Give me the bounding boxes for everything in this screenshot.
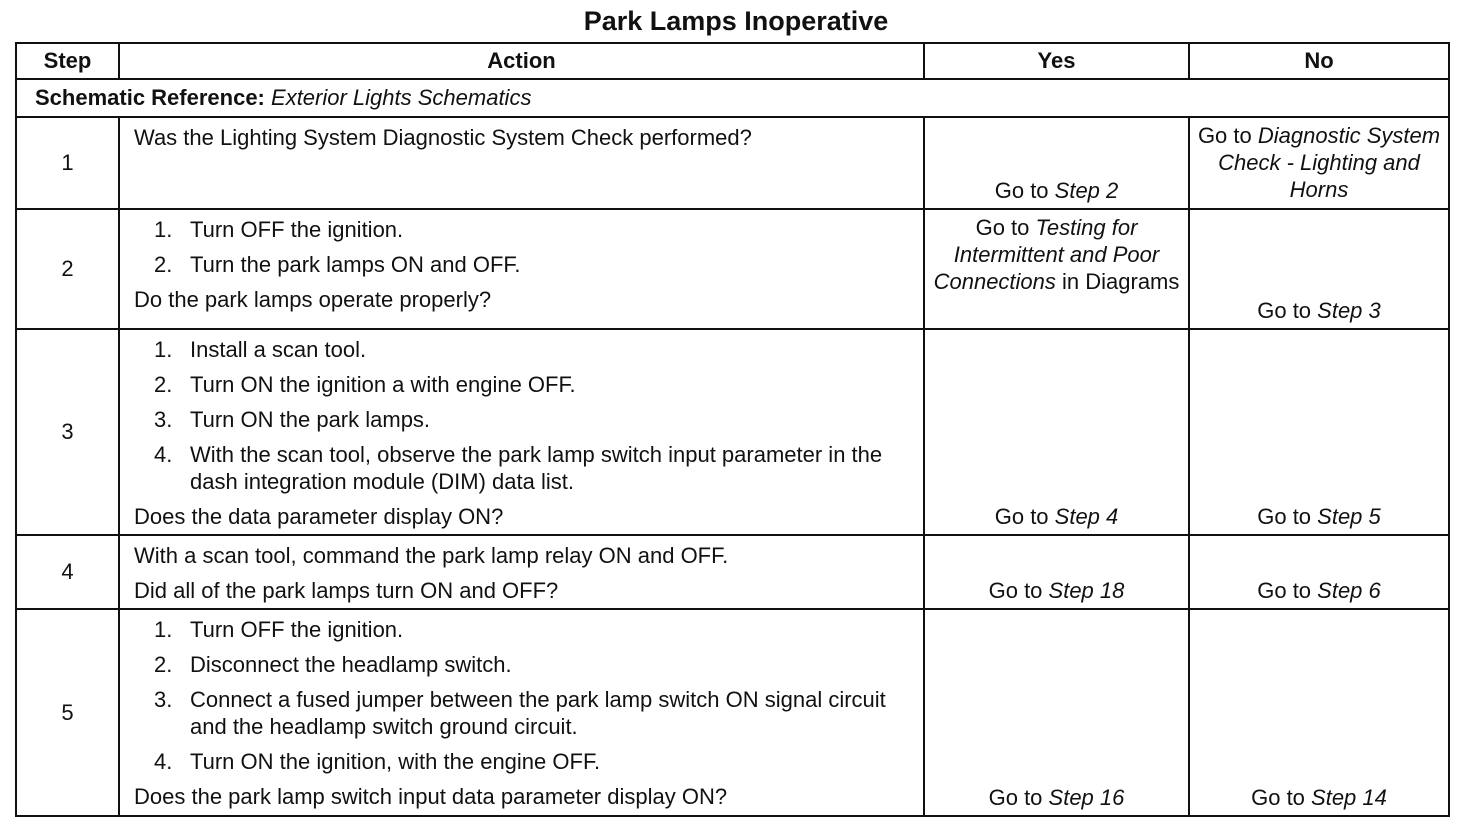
action-cell xyxy=(119,535,924,609)
action-step-item xyxy=(134,616,913,643)
action-question: Does the park lamp switch input data parameter display ON? xyxy=(134,784,728,809)
header-row xyxy=(16,43,1449,79)
yes-result xyxy=(924,209,1189,329)
result-link[interactable]: Step 5 xyxy=(1317,504,1381,529)
action-step-text: Turn OFF the ignition. xyxy=(190,217,404,242)
yes-result xyxy=(924,329,1189,535)
action-cell xyxy=(119,609,924,816)
result-prefix: Go to xyxy=(1257,298,1318,323)
schematic-reference-link[interactable]: Exterior Lights Schematics xyxy=(271,85,532,110)
no-result xyxy=(1189,329,1449,535)
action-lead: With a scan tool, command the park lamp relay ON and OFF. xyxy=(134,543,729,568)
no-result xyxy=(1189,209,1449,329)
step-row xyxy=(16,117,1449,209)
action-cell xyxy=(119,209,924,329)
action-step-item xyxy=(134,748,913,775)
step-number: 1 xyxy=(16,117,119,209)
action-step-item xyxy=(134,251,913,278)
action-step-item xyxy=(134,336,913,363)
result-suffix: in Diagrams xyxy=(1055,269,1180,294)
result-prefix: Go to xyxy=(1251,785,1312,810)
step-row xyxy=(16,609,1449,816)
header-action: Action xyxy=(119,43,924,79)
step-row xyxy=(16,329,1449,535)
step-row xyxy=(16,535,1449,609)
schematic-reference-row xyxy=(16,79,1449,117)
action-step-number: 2. xyxy=(154,372,173,397)
action-step-text: With the scan tool, observe the park lamp switch input parameter in the dash integration module (DIM) data list. xyxy=(190,442,883,494)
action-step-number: 2. xyxy=(154,252,173,277)
action-step-number: 4. xyxy=(154,442,173,467)
result-prefix: Go to xyxy=(1197,123,1258,148)
result-prefix: Go to xyxy=(988,578,1049,603)
yes-result xyxy=(924,117,1189,209)
page-title: Park Lamps Inoperative xyxy=(583,6,889,36)
header-yes: Yes xyxy=(924,43,1189,79)
action-step-number: 1. xyxy=(154,217,173,242)
action-step-number: 1. xyxy=(154,337,173,362)
action-step-item xyxy=(134,686,913,740)
header-no: No xyxy=(1189,43,1449,79)
action-step-item xyxy=(134,406,913,433)
action-step-item xyxy=(134,651,913,678)
result-link[interactable]: Step 16 xyxy=(1048,785,1125,810)
action-step-text: Connect a fused jumper between the park lamp switch ON signal circuit and the headlamp switch ground circuit. xyxy=(190,687,886,739)
step-number: 3 xyxy=(16,329,119,535)
yes-result xyxy=(924,535,1189,609)
result-link[interactable]: Step 2 xyxy=(1054,178,1119,203)
action-step-text: Disconnect the headlamp switch. xyxy=(190,652,512,677)
action-cell xyxy=(119,117,924,209)
action-question: Do the park lamps operate properly? xyxy=(134,287,492,312)
schematic-reference-cell xyxy=(16,79,1449,117)
result-prefix: Go to xyxy=(1257,578,1318,603)
action-step-number: 3. xyxy=(154,407,173,432)
step-number: 4 xyxy=(16,535,119,609)
header-step: Step xyxy=(16,43,119,79)
result-prefix: Go to xyxy=(994,504,1055,529)
action-step-item xyxy=(134,371,913,398)
action-question: Did all of the park lamps turn ON and OFF? xyxy=(134,578,559,603)
action-step-number: 3. xyxy=(154,687,173,712)
action-step-number: 1. xyxy=(154,617,173,642)
action-step-item xyxy=(134,441,913,495)
result-link[interactable]: Testing for Intermittent and Poor Connections xyxy=(933,215,1160,294)
result-link[interactable]: Step 6 xyxy=(1317,578,1381,603)
result-link[interactable]: Step 14 xyxy=(1311,785,1387,810)
action-step-number: 4. xyxy=(154,749,173,774)
result-prefix: Go to xyxy=(1257,504,1318,529)
action-step-text: Turn the park lamps ON and OFF. xyxy=(190,252,521,277)
action-cell xyxy=(119,329,924,535)
result-prefix: Go to xyxy=(988,785,1049,810)
action-step-text: Turn OFF the ignition. xyxy=(190,617,404,642)
action-lead: Was the Lighting System Diagnostic System Check performed? xyxy=(134,125,752,150)
schematic-reference-label: Schematic Reference: xyxy=(35,85,265,110)
no-result xyxy=(1189,535,1449,609)
result-link[interactable]: Step 3 xyxy=(1317,298,1381,323)
diagnostic-table xyxy=(15,42,1450,817)
action-question: Does the data parameter display ON? xyxy=(134,504,504,529)
result-prefix: Go to xyxy=(975,215,1036,240)
action-step-text: Install a scan tool. xyxy=(190,337,367,362)
result-link[interactable]: Diagnostic System Check - Lighting and Horns xyxy=(1218,123,1441,202)
action-step-text: Turn ON the ignition, with the engine OFF. xyxy=(190,749,601,774)
action-step-text: Turn ON the park lamps. xyxy=(190,407,431,432)
no-result xyxy=(1189,609,1449,816)
action-step-text: Turn ON the ignition a with engine OFF. xyxy=(190,372,576,397)
result-prefix: Go to xyxy=(994,178,1055,203)
action-step-number: 2. xyxy=(154,652,173,677)
action-step-item xyxy=(134,216,913,243)
result-link[interactable]: Step 4 xyxy=(1054,504,1119,529)
step-number: 2 xyxy=(16,209,119,329)
step-row xyxy=(16,209,1449,329)
no-result xyxy=(1189,117,1449,209)
step-number: 5 xyxy=(16,609,119,816)
yes-result xyxy=(924,609,1189,816)
result-link[interactable]: Step 18 xyxy=(1048,578,1125,603)
